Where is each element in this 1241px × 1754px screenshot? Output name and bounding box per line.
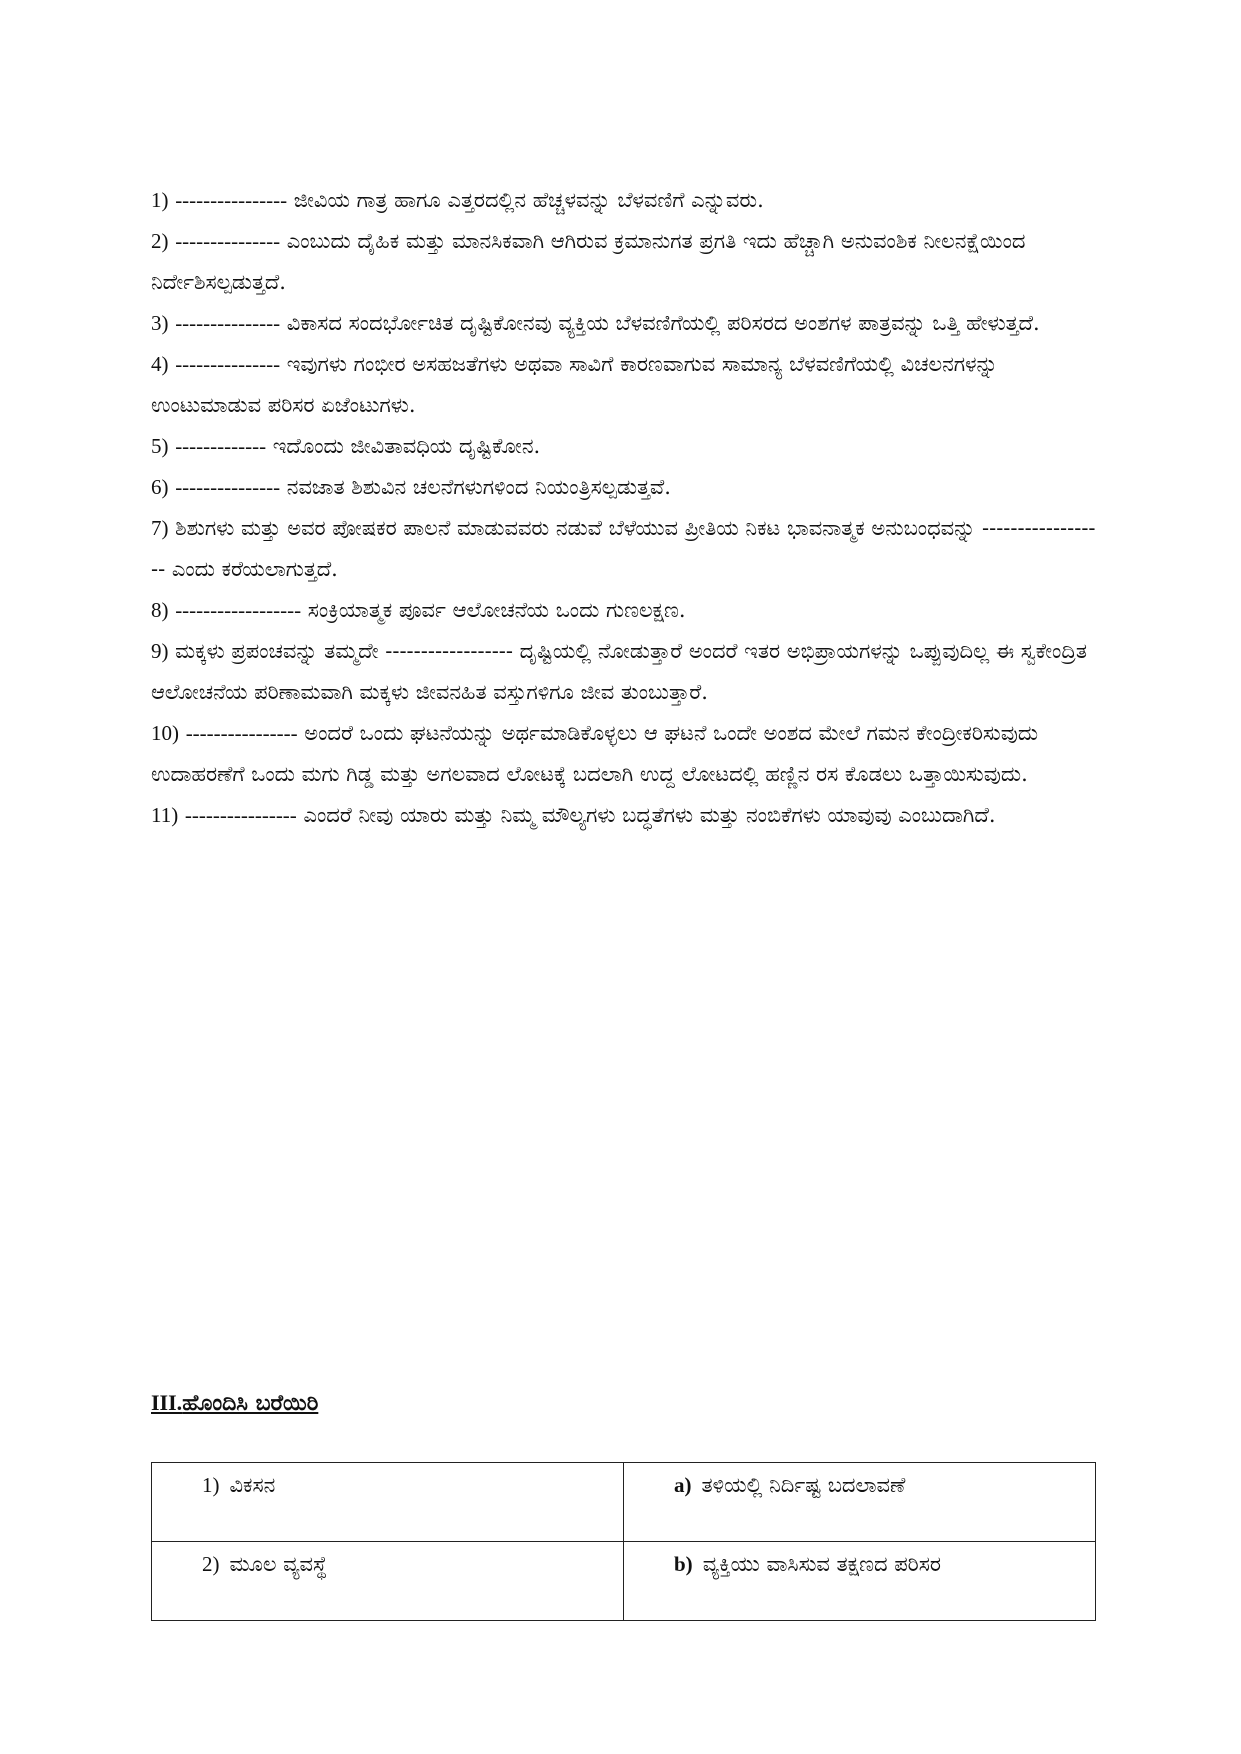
answer-blank: ------------------ <box>175 598 302 622</box>
item-number: 1) <box>202 1473 220 1497</box>
question-9 <box>151 631 1101 713</box>
question-text: ಮಕ್ಕಳು ಪ್ರಪಂಚವನ್ನು ತಮ್ಮದೇ ------------------ ದೃಷ್ಟಿಯಲ್ಲಿ ನೋಡುತ್ತಾರೆ ಅಂದರೆ ಇತರ ಅಭಿಪ್ರಾಯಗಳನ್ನು ಒಪ್ಪುವುದಿಲ್ಲ ಈ ಸ್ವಕೇಂದ್ರಿತ ಆಲೋಚನೆಯ ಪರಿಣಾಮವಾಗಿ ಮಕ್ಕಳು ಜೀವನಹಿತ ವಸ್ತುಗಳಿಗೂ ಜೀವ ತುಂಬುತ್ತಾರೆ. <box>151 639 1087 704</box>
answer-blank: ------------- <box>175 434 267 458</box>
question-number: 7) <box>151 516 169 540</box>
option-text: ವ್ಯಕ್ತಿಯು ವಾಸಿಸುವ ತಕ್ಷಣದ ಪರಿಸರ <box>702 1552 942 1576</box>
answer-blank: --------------- <box>175 352 281 376</box>
table-row <box>152 1463 1096 1542</box>
answer-blank: --------------- <box>175 311 281 335</box>
answer-blank: ---------------- <box>185 721 298 745</box>
question-11 <box>151 795 1101 836</box>
question-number: 2) <box>151 229 169 253</box>
table-cell-left <box>152 1463 624 1542</box>
item-number: 2) <box>202 1552 220 1576</box>
item-text: ಮೂಲ ವ್ಯವಸ್ಥೆ <box>229 1552 328 1576</box>
question-text: ಜೀವಿಯ ಗಾತ್ರ ಹಾಗೂ ಎತ್ತರದಲ್ಲಿನ ಹೆಚ್ಚಳವನ್ನು ಬೆಳವಣಿಗೆ ಎನ್ನುವರು. <box>287 188 764 212</box>
question-2 <box>151 221 1101 303</box>
question-text: ನವಜಾತ ಶಿಶುವಿನ ಚಲನೆಗಳುಗಳಿಂದ ನಿಯಂತ್ರಿಸಲ್ಪಡುತ್ತವೆ. <box>280 475 671 499</box>
question-1 <box>151 180 1101 221</box>
question-5 <box>151 426 1101 467</box>
option-letter: a) <box>674 1473 692 1497</box>
question-text: ಶಿಶುಗಳು ಮತ್ತು ಅವರ ಪೋಷಕರ ಪಾಲನೆ ಮಾಡುವವರು ನಡುವೆ ಬೆಳೆಯುವ ಪ್ರೀತಿಯ ನಿಕಟ ಭಾವನಾತ್ಮಕ ಅನುಬಂಧವನ್ನು ------------------ ಎಂದು ಕರೆಯಲಾಗುತ್ತದೆ. <box>151 516 1096 581</box>
question-text: ಸಂಕ್ರಿಯಾತ್ಮಕ ಪೂರ್ವ ಆಲೋಚನೆಯ ಒಂದು ಗುಣಲಕ್ಷಣ. <box>301 598 686 622</box>
table-cell-left <box>152 1542 624 1621</box>
question-number: 4) <box>151 352 169 376</box>
option-letter: b) <box>674 1552 693 1576</box>
question-number: 8) <box>151 598 169 622</box>
table-cell-right <box>624 1542 1096 1621</box>
table-cell-right <box>624 1463 1096 1542</box>
question-6 <box>151 467 1101 508</box>
question-3 <box>151 303 1101 344</box>
question-number: 1) <box>151 188 169 212</box>
question-text: ಅಂದರೆ ಒಂದು ಘಟನೆಯನ್ನು ಅರ್ಥಮಾಡಿಕೊಳ್ಳಲು ಆ ಘಟನೆ ಒಂದೇ ಅಂಶದ ಮೇಲೆ ಗಮನ ಕೇಂದ್ರೀಕರಿಸುವುದು ಉದಾಹರಣೆಗೆ ಒಂದು ಮಗು ಗಿಡ್ಡ ಮತ್ತು ಅಗಲವಾದ ಲೋಟಕ್ಕೆ ಬದಲಾಗಿ ಉದ್ದ ಲೋಟದಲ್ಲಿ ಹಣ್ಣಿನ ರಸ ಕೊಡಲು ಒತ್ತಾಯಿಸುವುದು. <box>151 721 1039 786</box>
section-roman-numeral: III. <box>151 1390 183 1415</box>
option-text: ತಳಿಯಲ್ಲಿ ನಿರ್ದಿಷ್ಟ ಬದಲಾವಣೆ <box>701 1473 906 1497</box>
question-10 <box>151 713 1101 795</box>
question-text: ಎಂದರೆ ನೀವು ಯಾರು ಮತ್ತು ನಿಮ್ಮ ಮೌಲ್ಯಗಳು ಬದ್ಧತೆಗಳು ಮತ್ತು ನಂಬಿಕೆಗಳು ಯಾವುವು ಎಂಬುದಾಗಿದೆ. <box>296 803 996 827</box>
question-7 <box>151 508 1101 590</box>
question-text: ವಿಕಾಸದ ಸಂದರ್ಭೋಚಿತ ದೃಷ್ಟಿಕೋನವು ವ್ಯಕ್ತಿಯ ಬೆಳವಣಿಗೆಯಲ್ಲಿ ಪರಿಸರದ ಅಂಶಗಳ ಪಾತ್ರವನ್ನು ಒತ್ತಿ ಹೇಳುತ್ತದೆ. <box>280 311 1040 335</box>
question-number: 11) <box>151 803 179 827</box>
question-text: ಎಂಬುದು ದೈಹಿಕ ಮತ್ತು ಮಾನಸಿಕವಾಗಿ ಆಗಿರುವ ಕ್ರಮಾನುಗತ ಪ್ರಗತಿ ಇದು ಹೆಚ್ಚಾಗಿ ಅನುವಂಶಿಕ ನೀಲನಕ್ಷೆಯಿಂದ ನಿರ್ದೇಶಿಸಲ್ಪಡುತ್ತದೆ. <box>151 229 1026 294</box>
section-heading <box>151 1390 318 1416</box>
question-text: ಇದೊಂದು ಜೀವಿತಾವಧಿಯ ದೃಷ್ಟಿಕೋನ. <box>266 434 541 458</box>
question-8 <box>151 590 1101 631</box>
answer-blank: --------------- <box>175 229 281 253</box>
fill-in-the-blank-questions <box>151 180 1101 836</box>
question-number: 10) <box>151 721 179 745</box>
answer-blank: ---------------- <box>184 803 297 827</box>
question-number: 5) <box>151 434 169 458</box>
section-title-text: ಹೊಂದಿಸಿ ಬರೆಯಿರಿ <box>182 1391 319 1416</box>
match-the-following-table <box>151 1462 1096 1621</box>
question-text: ಇವುಗಳು ಗಂಭೀರ ಅಸಹಜತೆಗಳು ಅಥವಾ ಸಾವಿಗೆ ಕಾರಣವಾಗುವ ಸಾಮಾನ್ಯ ಬೆಳವಣಿಗೆಯಲ್ಲಿ ವಿಚಲನಗಳನ್ನು ಉಂಟುಮಾಡುವ ಪರಿಸರ ಏಜೆಂಟುಗಳು. <box>151 352 998 417</box>
answer-blank: ---------------- <box>175 188 288 212</box>
item-text: ವಿಕಸನ <box>229 1473 276 1497</box>
question-4 <box>151 344 1101 426</box>
question-number: 6) <box>151 475 169 499</box>
table-row <box>152 1542 1096 1621</box>
question-number: 9) <box>151 639 169 663</box>
question-number: 3) <box>151 311 169 335</box>
answer-blank: --------------- <box>175 475 281 499</box>
